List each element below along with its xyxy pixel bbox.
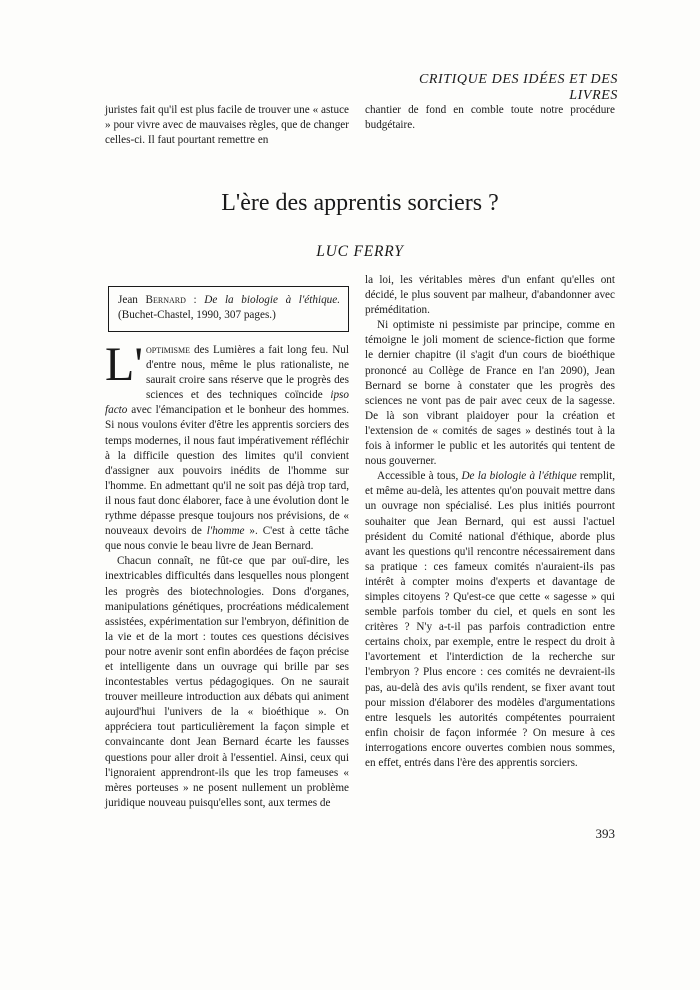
book-reference-box	[108, 286, 349, 332]
p1-text-c: ». C'est à cette tâche que nous convie le beau livre de Jean Bernard.	[105, 525, 349, 553]
article-title: L'ère des apprentis sorciers ?	[221, 190, 499, 216]
paragraph-2: Chacun connaît, ne fût-ce que par ouï-dire, les inextricables difficultés dans lesquelles nous plongent les progrès des biotechnologies. Dons d'organes, manipulations génétiques, procréations médicalement assistées, expérimentation sur l'embryon, définition de la vie et de la mort : toutes ces questions décisives pour notre avenir sont enfin abordées de façon précise et intelligente dans un ouvrage qui brille par ses incontestables vertus pédagogiques. On ne saurait trouver meilleure introduction aux débats qui animent aujourd'hui l'univers de la « bioéthique ». On appréciera tout particulièrement la façon simple et convaincante dont Jean Bernard écarte les fausses questions pour aller droit à l'essentiel. Ainsi, ceux qui l'ignoraient apprendront-ils que les trop fameuses « mères porteuses » ne posent nullement un problème juridique nouveau puisqu'elles sont, aux termes de	[105, 555, 349, 809]
p1-text-a: des Lumières a fait long feu. Nul d'entre nous, même le plus rationaliste, ne saurait croire sans réserve que le progrès des sciences et des techniques coïncide	[145, 344, 349, 402]
article-column-left	[105, 338, 349, 811]
continued-text-left	[105, 103, 349, 148]
book-ref-separator: :	[185, 294, 205, 306]
p4-text-a: Accessible à tous,	[377, 470, 462, 483]
book-title: De la biologie à l'éthique.	[204, 294, 341, 306]
continued-paragraph-right: chantier de fond en comble toute notre procédure budgétaire.	[365, 104, 615, 132]
p1-italic-b: l'homme	[206, 525, 245, 538]
article-author: LUC FERRY	[316, 243, 404, 260]
article-column-right	[365, 273, 615, 771]
continued-paragraph-left: juristes fait qu'il est plus facile de trouver une « astuce » pour vivre avec de mauvaises règles, que de changer celles-ci. Il faut pourtant remettre en	[105, 104, 349, 147]
drop-cap: L'	[105, 338, 143, 391]
paragraph-2-continued: la loi, les véritables mères d'un enfant qu'elles ont décidé, le plus souvent par malheur, d'abandonner avec préméditation.	[365, 274, 615, 317]
book-details: (Buchet-Chastel, 1990, 307 pages.)	[118, 309, 276, 322]
continued-text-right	[365, 103, 615, 133]
p4-italic: De la biologie à l'éthique	[461, 470, 577, 483]
p4-text-b: remplit, et même au-delà, les attentes qu'on pouvait mettre dans un ouvrage non spécialisé. Les plus initiés pourront souhaiter que Jean Bernard, qui est aussi l'actuel président du Comité national d'éthique, aborde plus avant les questions qu'il rencontre nécessairement dans sa pratique : ces fameux comités n'auraient-ils pas intérêt à compter moins d'experts et davantage de simples citoyens ? Qu'est-ce que cette « sagesse » qui semble parfois tomber du ciel, et quels en sont les critères ? N'y a-t-il pas parfois contradiction entre certains choix, par exemple, entre le respect du droit à l'avortement et l'interdiction de la recherche sur l'embryon ? Plus encore : ces comités ne devraient-ils pas, au-delà des avis qu'ils rendent, se fixer avant tout pour mission d'élaborer des modèles d'argumentations entre lesquels les autorités compétentes pourraient enfin choisir de façon informée ? On mesure à ces interrogations encore ouvertes combien nous sommes, en effet, entrés dans l'ère des apprentis sorciers.	[365, 470, 616, 769]
running-header: CRITIQUE DES IDÉES ET DES LIVRES	[418, 72, 618, 103]
paragraph-1	[105, 338, 349, 554]
book-author-last: Bernard	[145, 294, 186, 306]
paragraph-3: Ni optimiste ni pessimiste par principe, comme en témoigne le joli moment de science-fiction que forme le dernier chapitre (il s'agit d'un cours de bioéthique prononcé au Collège de France en l'an 2090), Jean Bernard se borne à constater que les progrès des sciences ne vont pas de pair avec ceux de la sagesse. De là son vibrant plaidoyer pour la création et l'extension de « comités de sages » destinés tout à la fois à informer le public et les autorités qui tentent de nous gouverner.	[365, 319, 615, 468]
book-author-first: Jean	[118, 294, 138, 306]
paragraph-4	[365, 469, 615, 771]
page-number: 393	[595, 826, 615, 841]
p1-text-b: avec l'émancipation et le bonheur des hommes. Si nous voulons éviter d'être les apprentis sorciers des temps modernes, il nous faut impérativement réfléchir à la difficile question des limites qu'il convient d'assigner aux pouvoirs inédits de l'homme sur l'homme. En admettant qu'il ne soit pas déjà trop tard, il nous faut donc élaborer, face à une évolution dont le rythme dépasse presque toujours nos prévisions, de « nouveaux devoirs de	[105, 404, 349, 538]
lead-word: optimisme	[145, 344, 190, 356]
p1-italic-a: ipso facto	[105, 389, 349, 417]
